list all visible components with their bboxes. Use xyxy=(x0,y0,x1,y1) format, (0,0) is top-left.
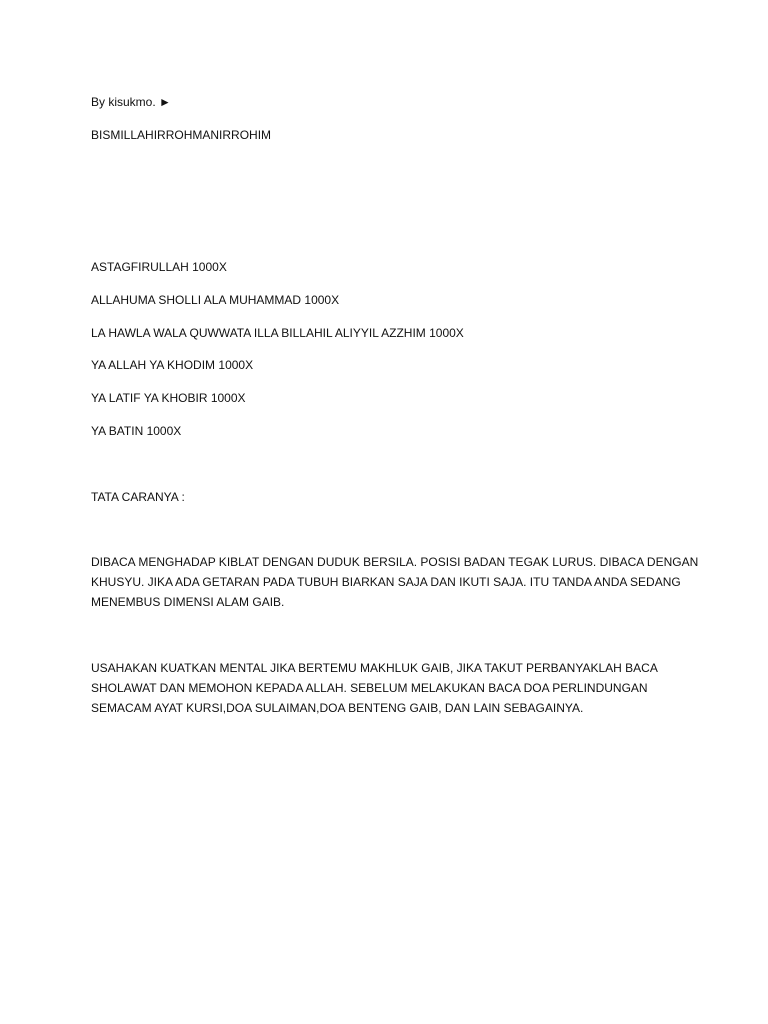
procedure-heading: TATA CARANYA : xyxy=(91,490,185,504)
recitation-line: ALLAHUMA SHOLLI ALA MUHAMMAD 1000X xyxy=(91,293,340,307)
author-line: By kisukmo. ► xyxy=(91,95,171,109)
opening-line: BISMILLAHIRROHMANIRROHIM xyxy=(91,128,272,142)
recitation-line: YA BATIN 1000X xyxy=(91,424,182,438)
paragraph-line: USAHAKAN KUATKAN MENTAL JIKA BERTEMU MAKHLUK GAIB, JIKA TAKUT PERBANYAKLAH BACA xyxy=(91,661,658,675)
procedure-paragraph xyxy=(91,552,699,612)
paragraph-line: KHUSYU. JIKA ADA GETARAN PADA TUBUH BIARKAN SAJA DAN IKUTI SAJA. ITU TANDA ANDA SEDANG xyxy=(91,575,681,589)
paragraph-line: SEMACAM AYAT KURSI,DOA SULAIMAN,DOA BENTENG GAIB, DAN LAIN SEBAGAINYA. xyxy=(91,701,584,715)
recitation-line: LA HAWLA WALA QUWWATA ILLA BILLAHIL ALIYYIL AZZHIM 1000X xyxy=(91,326,464,340)
paragraph-line: SHOLAWAT DAN MEMOHON KEPADA ALLAH. SEBELUM MELAKUKAN BACA DOA PERLINDUNGAN xyxy=(91,681,648,695)
advice-paragraph xyxy=(91,658,691,718)
recitation-line: YA ALLAH YA KHODIM 1000X xyxy=(91,358,254,372)
recitation-line: YA LATIF YA KHOBIR 1000X xyxy=(91,391,246,405)
paragraph-line: DIBACA MENGHADAP KIBLAT DENGAN DUDUK BERSILA. POSISI BADAN TEGAK LURUS. DIBACA DENGAN xyxy=(91,555,699,569)
paragraph-line: MENEMBUS DIMENSI ALAM GAIB. xyxy=(91,595,285,609)
recitation-line: ASTAGFIRULLAH 1000X xyxy=(91,260,227,274)
